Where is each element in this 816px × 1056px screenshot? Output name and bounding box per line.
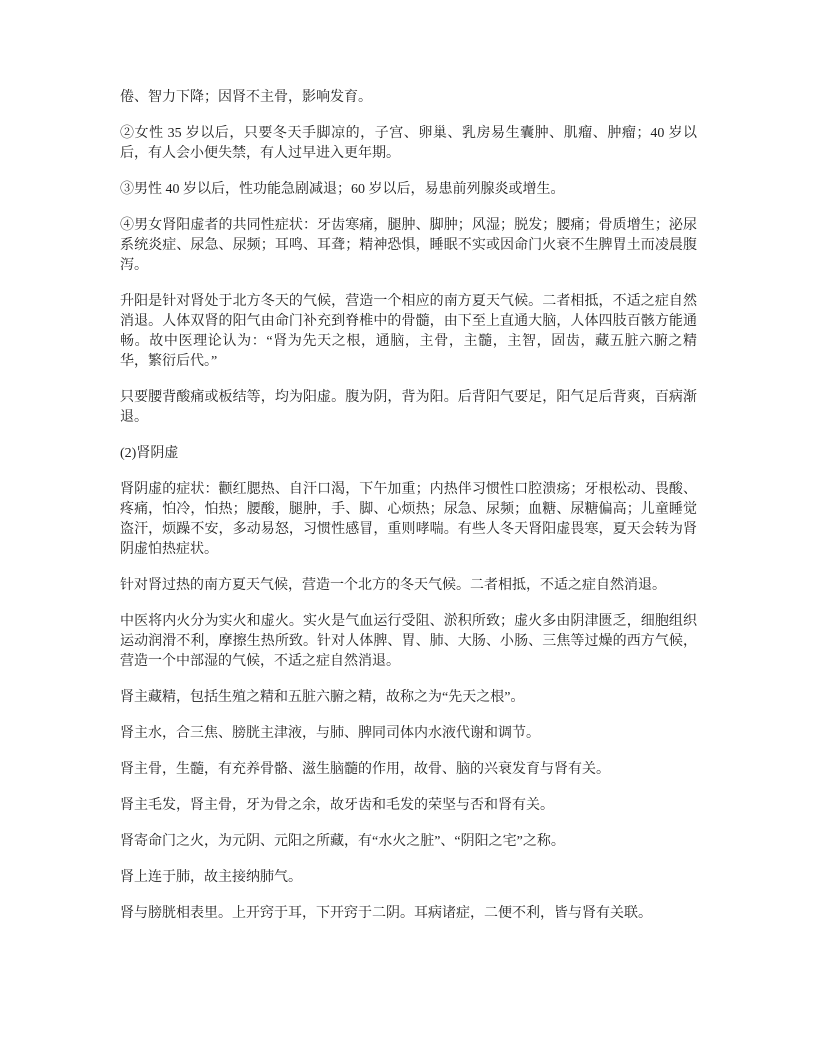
paragraph-kidney-stores-essence: 肾主藏精，包括生殖之精和五脏六腑之精，故称之为“先天之根”。	[120, 690, 525, 705]
paragraph-kidney-connects-lung: 肾上连于肺，故主接纳肺气。	[120, 870, 302, 885]
paragraph-continuation: 倦、智力下降；因肾不主骨，影响发育。	[120, 90, 372, 105]
paragraph-kidney-governs-hair: 肾主毛发，肾主骨，牙为骨之余，故牙齿和毛发的荣坚与否和肾有关。	[120, 798, 554, 813]
paragraph-kidney-governs-bone: 肾主骨，生髓，有充养骨骼、滋生脑髓的作用，故骨、脑的兴衰发育与肾有关。	[120, 762, 610, 777]
paragraph-kidney-bladder: 肾与膀胱相表里。上开窍于耳，下开窍于二阴。耳病诸症，二便不利，皆与肾有关联。	[120, 906, 652, 921]
paragraph-item-3-men: ③男性 40 岁以后，性功能急剧减退；60 岁以后，易患前列腺炎或增生。	[120, 182, 565, 197]
paragraph-item-2-women: ②女性 35 岁以后，只要冬天手脚凉的，子宫、卵巢、乳房易生囊肿、肌瘤、肿瘤；40 岁以后，有人会小便失禁，有人过早进入更年期。	[120, 126, 697, 161]
paragraph-yin-deficiency-symptoms: 肾阴虚的症状：颧红腮热、自汗口渴，下午加重；内热伴习惯性口腔溃疡；牙根松动、畏酸、疼痛，怕冷，怕热；腰酸，腿肿，手、脚、心烦热；尿急、尿频；血糖、尿糖偏高；儿童睡觉盗汗，烦躁不安，多动易怒，习惯性感冒，重则哮喘。有些人冬天肾阳虚畏寒，夏天会转为肾阴虚怕热症状。	[120, 482, 697, 557]
section-heading-kidney-yin-deficiency: (2)肾阴虚	[120, 446, 179, 461]
paragraph-kidney-mingmen-fire: 肾寄命门之火，为元阴、元阳之所藏，有“水火之脏”、“阴阳之宅”之称。	[120, 834, 565, 849]
paragraph-cooling-climate: 针对肾过热的南方夏天气候，营造一个北方的冬天气候。二者相抵，不适之症自然消退。	[120, 578, 666, 593]
paragraph-item-4-common-symptoms: ④男女肾阳虚者的共同性症状：牙齿寒痛，腿肿、脚肿；风湿；脱发；腰痛；骨质增生；泌尿系统炎症、尿急、尿频；耳鸣、耳聋；精神恐惧，睡眠不实或因命门火衰不生脾胃土而凌晨腹泻。	[120, 218, 697, 273]
paragraph-back-yang: 只要腰背酸痛或板结等，均为阳虚。腹为阴，背为阳。后背阳气要足，阳气足后背爽，百病渐退。	[120, 390, 697, 425]
paragraph-sheng-yang: 升阳是针对肾处于北方冬天的气候，营造一个相应的南方夏天气候。二者相抵，不适之症自然消退。人体双肾的阳气由命门补充到脊椎中的骨髓，由下至上直通大脑，人体四肢百骸方能通畅。故中医理论认为：“肾为先天之根，通脑，主骨，主髓，主智，固齿，藏五脏六腑之精华，繁衍后代。”	[120, 294, 697, 369]
paragraph-internal-fire: 中医将内火分为实火和虚火。实火是气血运行受阻、淤积所致；虚火多由阴津匮乏，细胞组织运动润滑不利，摩擦生热所致。针对人体脾、胃、肺、大肠、小肠、三焦等过燥的西方气候，营造一个中部湿的气候，不适之症自然消退。	[120, 614, 697, 669]
paragraph-kidney-governs-water: 肾主水，合三焦、膀胱主津液，与肺、脾同司体内水液代谢和调节。	[120, 726, 540, 741]
document-body	[120, 88, 697, 940]
